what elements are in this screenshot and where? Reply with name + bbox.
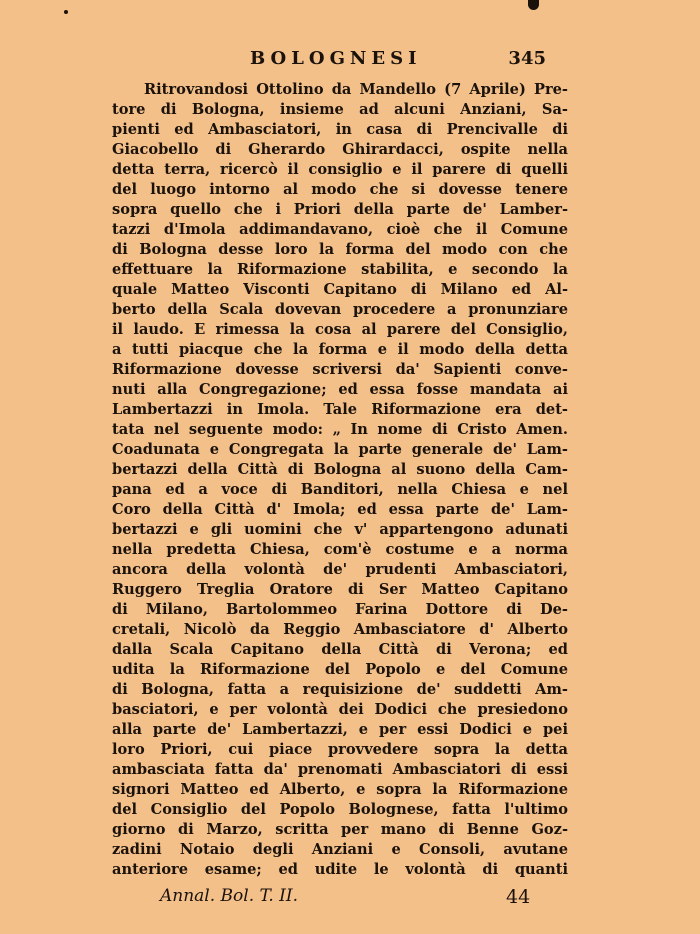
- text-line: del luogo intorno al modo che si dovesse tenere: [112, 181, 568, 198]
- text-line: giorno di Marzo, scritta per mano di Benne Goz-: [112, 821, 568, 838]
- text-line: anteriore esame; ed udite le volontà di quanti: [112, 861, 568, 878]
- text-line: tata nel seguente modo: „ In nome di Cristo Amen.: [112, 421, 568, 438]
- text-line: dalla Scala Capitano della Città di Verona; ed: [112, 641, 568, 658]
- text-line: a tutti piacque che la forma e il modo della detta: [112, 341, 568, 358]
- page-header: [116, 44, 566, 72]
- text-line: di Bologna desse loro la forma del modo con che: [112, 241, 568, 258]
- text-line: bertazzi della Città di Bologna al suono della Cam-: [112, 461, 568, 478]
- text-line: basciatori, e per volontà dei Dodici che presiedono: [112, 701, 568, 718]
- text-line: berto della Scala dovevan procedere a pronunziare: [112, 301, 568, 318]
- text-line: quale Matteo Visconti Capitano di Milano ed Al-: [112, 281, 568, 298]
- text-line: Ritrovandosi Ottolino da Mandello (7 Aprile) Pre-: [144, 81, 568, 98]
- text-line: Lambertazzi in Imola. Tale Riformazione era det-: [112, 401, 568, 418]
- text-line: nuti alla Congregazione; ed essa fosse mandata ai: [112, 381, 568, 398]
- signature-mark: Annal. Bol. T. II.: [160, 886, 299, 906]
- text-line: ancora della volontà de' prudenti Ambasciatori,: [112, 561, 568, 578]
- text-line: tore di Bologna, insieme ad alcuni Anziani, Sa-: [112, 101, 568, 118]
- text-line: signori Matteo ed Alberto, e sopra la Riformazione: [112, 781, 568, 798]
- text-line: Giacobello di Gherardo Ghirardacci, ospite nella: [112, 141, 568, 158]
- text-line: bertazzi e gli uomini che v' appartengono adunati: [112, 521, 568, 538]
- text-line: il laudo. E rimessa la cosa al parere del Consiglio,: [112, 321, 568, 338]
- sheet-number: 44: [506, 886, 531, 908]
- text-line: di Milano, Bartolommeo Farina Dottore di De-: [112, 601, 568, 618]
- text-line: loro Priori, cui piace provvedere sopra la detta: [112, 741, 568, 758]
- text-line: di Bologna, fatta a requisizione de' suddetti Am-: [112, 681, 568, 698]
- text-line: pana ed a voce di Banditori, nella Chiesa e nel: [112, 481, 568, 498]
- page-number: 345: [508, 47, 546, 69]
- text-line: effettuare la Riformazione stabilita, e secondo la: [112, 261, 568, 278]
- text-line: cretali, Nicolò da Reggio Ambasciatore d' Alberto: [112, 621, 568, 638]
- text-line: detta terra, ricercò il consiglio e il parere di quelli: [112, 161, 568, 178]
- text-line: Riformazione dovesse scriversi da' Sapienti conve-: [112, 361, 568, 378]
- text-line: sopra quello che i Priori della parte de' Lamber-: [112, 201, 568, 218]
- text-line: del Consiglio del Popolo Bolognese, fatta l'ultimo: [112, 801, 568, 818]
- running-title: BOLOGNESI: [250, 47, 422, 69]
- text-line: ambasciata fatta da' prenomati Ambasciatori di essi: [112, 761, 568, 778]
- text-line: Coadunata e Congregata la parte generale de' Lam-: [112, 441, 568, 458]
- text-line: nella predetta Chiesa, com'è costume e a norma: [112, 541, 568, 558]
- text-line: alla parte de' Lambertazzi, e per essi Dodici e pei: [112, 721, 568, 738]
- text-line: Ruggero Treglia Oratore di Ser Matteo Capitano: [112, 581, 568, 598]
- text-line: pienti ed Ambasciatori, in casa di Prencivalle di: [112, 121, 568, 138]
- text-line: tazzi d'Imola addimandavano, cioè che il Comune: [112, 221, 568, 238]
- page-footer: [116, 886, 566, 912]
- ink-speck: [64, 10, 68, 14]
- ink-blot: [528, 0, 539, 10]
- text-line: zadini Notaio degli Anziani e Consoli, avutane: [112, 841, 568, 858]
- text-line: udita la Riformazione del Popolo e del Comune: [112, 661, 568, 678]
- body-text: [112, 80, 568, 880]
- text-line: Coro della Città d' Imola; ed essa parte de' Lam-: [112, 501, 568, 518]
